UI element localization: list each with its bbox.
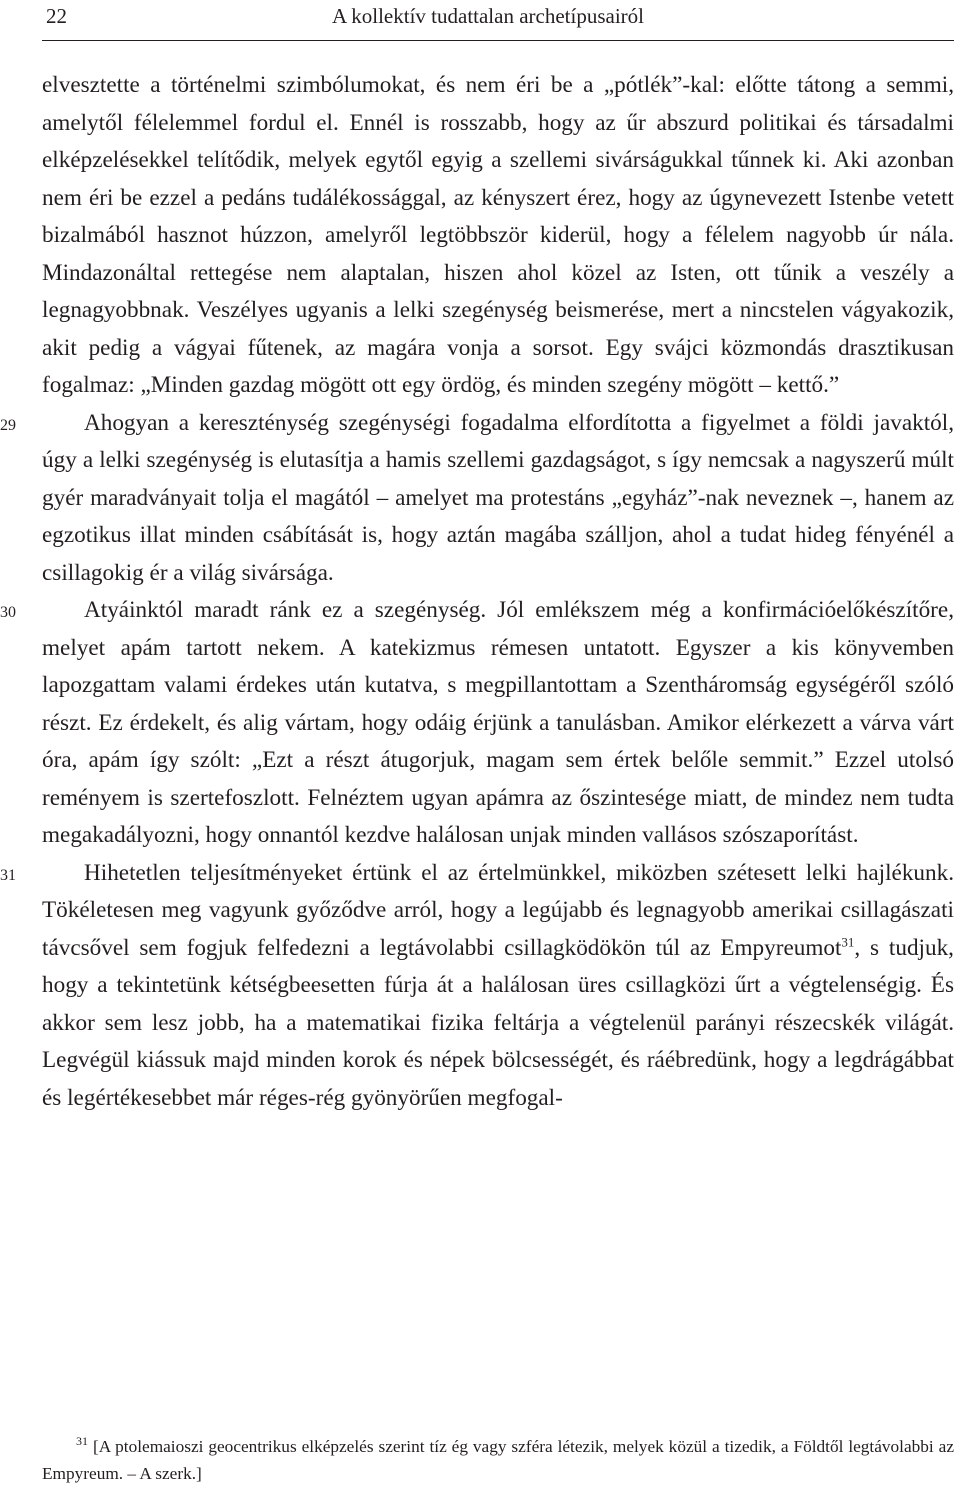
margin-number: 30 [0,604,16,621]
paragraph-text: elvesztette a történelmi szimbólumokat, és nem éri be a „pótlék”-kal: előtte tátong a semmi, amelytől félelemmel fordul el. Ennél is rosszabb, hogy az űr abszurd politikai és társadalmi elképzelésekkel telítődik, melyek egytől egyig a szellemi sivárságukkal tűnnek ki. Aki azonban nem éri be ezzel a pedáns tudálékossággal, az kényszert érez, hogy az úgynevezett Istenbe vetett bizalmából hasznot húzzon, amelyről legtöbbször kiderül, hogy a félelem nagyobb úr nála. Mindazonáltal rettegése nem alaptalan, hiszen ahol közel az Isten, ott tűnik a veszély a legnagyobbnak. Veszélyes ugyanis a lelki szegénység beismerése, mert a nincstelen vágyakozik, akit pedig a vágyai fűtenek, az magára vonja a sorsot. Egy svájci közmondás drasztikusan fogalmaz: „Minden gazdag mögött ott egy ördög, és minden szegény mögött – kettő.” [42,72,954,398]
paragraph-text: Hihetetlen teljesítményeket értünk el az értelmünkkel, miközben szétesett lelki hajlékunk. Tökéletesen meg vagyunk győződve arról, hogy a legújabb és legnagyobb amerikai csillagászati távcsővel sem fogjuk felfedezni a legtávolabbi csillagködökön túl az Empyreumot [42,859,954,961]
page-number: 22 [46,4,67,28]
footnote-reference[interactable]: 31 [841,933,855,949]
margin-number: 31 [0,866,16,884]
paragraph [0,855,954,1118]
footnote-number: 31 [76,1434,88,1449]
paragraph-text: Ahogyan a kereszténység szegénységi fogadalma elfordította a figyelmet a földi javaktól, úgy a lelki szegénység is elutasítja a hamis szellemi gazdagságot, s így nemcsak a nagyszerű múlt gyér maradványait tolja el magától – amelyet ma protestáns „egyház”-nak neveznek –, hanem az egzotikus illat minden csábítását is, hogy aztán magába szálljon, ahol a tudat hideg fényénél a csillagokig ér a világ sivársága. [42,409,954,586]
paragraph-text: Atyáinktól maradt ránk ez a szegénység. Jól emlékszem még a konfirmációelőkészítőre, melyet apám tartott nekem. A katekizmus rémesen untatott. Egyszer a kis könyvemben lapozgattam valami érdekes után kutatva, s megpillantottam a Szentháromság egységéről szóló részt. Ez érdekelt, és alig vártam, hogy odáig érjünk a tanulásban. Amikor elérkezett a várva várt óra, apám így szólt: „Ezt a részt átugorjuk, magam sem értek belőle semmit.” Ezzel utolsó reményem is szertefoszlott. Felnéztem ugyan apámra az őszintesége miatt, de mindez nem tudta megakadályozni, hogy onnantól kezdve halálosan unjak minden vallásos szószaporítást. [42,597,954,848]
running-head: A kollektív tudattalan archetípusairól [332,4,644,28]
body-text [0,67,954,1117]
paragraph [42,67,954,405]
footnote [42,1434,954,1487]
paragraph [0,592,954,855]
margin-number: 29 [0,416,16,434]
page-header [42,0,954,41]
paragraph-text-continued: , s tudjuk, hogy a tekintetünk kétségbeesetten fúrja át a halálosan üres csillagközi űrt a végtelenségig. És akkor sem lesz jobb, ha a matematikai fizika feltárja a végtelenül parányi részecskék világát. Legvégül kiássuk majd minden korok és népek bölcsességét, és ráébredünk, hogy a legdrágábbat és legértékesebbet már réges-rég gyönyörűen megfogal- [42,934,954,1111]
footnote-text: [A ptolemaioszi geocentrikus elképzelés szerint tíz ég vagy szféra létezik, melyek közül a tizedik, a Földtől legtávolabbi az Empyreum. – A szerk.] [42,1437,954,1483]
paragraph [0,405,954,593]
